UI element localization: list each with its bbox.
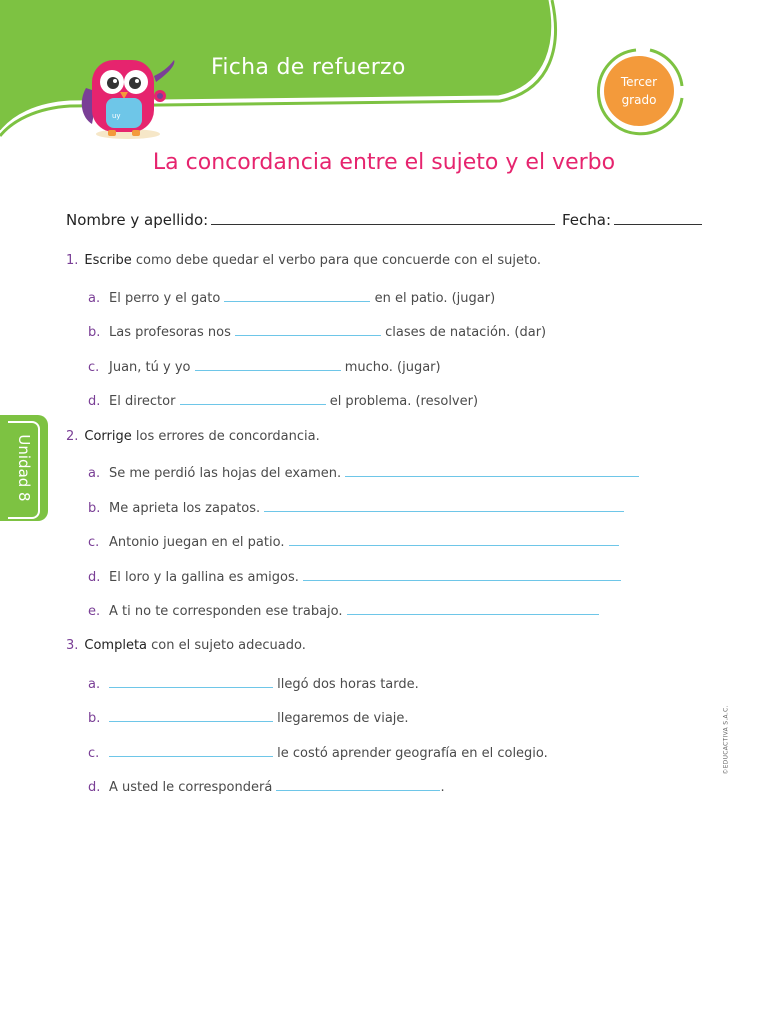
unit-label: Unidad 8 [15,434,33,502]
item-text-before: Se me perdió las hojas del examen. [109,466,346,481]
answer-blank[interactable] [180,392,326,405]
question-number: 2. [66,429,79,444]
item-text-before: El perro y el gato [109,291,225,306]
item-text-before: Juan, tú y yo [109,360,195,375]
item-letter: c. [88,535,100,550]
answer-blank[interactable] [289,533,619,546]
answer-blank[interactable] [109,744,273,757]
question-verb: Escribe [84,253,132,268]
item-text-after: el problema. (resolver) [325,394,479,409]
list-item [88,602,599,619]
item-text-before: Me aprieta los zapatos. [109,501,265,516]
question-text: los errores de concordancia. [131,429,320,444]
item-text-after: en el patio. (jugar) [370,291,496,306]
answer-blank[interactable] [224,289,370,302]
item-text-before: El director [109,394,180,409]
answer-blank[interactable] [264,499,624,512]
item-text-after: mucho. (jugar) [340,360,441,375]
list-item [88,568,621,585]
item-letter: d. [88,570,101,585]
item-text-after: llegaremos de viaje. [273,711,409,726]
list-item [88,675,419,692]
question-verb: Corrige [84,429,132,444]
list-item [88,323,546,340]
page-title: La concordancia entre el sujeto y el verbo [152,150,616,175]
answer-blank[interactable] [303,568,621,581]
grade-line-1: Tercer [620,75,658,89]
copyright-text: ©EDUCACTIVA S.A.C. [722,705,730,775]
item-text-after: llegó dos horas tarde. [273,677,419,692]
item-text-before: Las profesoras nos [109,325,235,340]
question-text: con el sujeto adecuado. [147,638,306,653]
item-letter: a. [88,291,101,306]
name-label: Nombre y apellido: [66,211,209,229]
item-text-before: El loro y la gallina es amigos. [109,570,303,585]
answer-blank[interactable] [195,358,341,371]
item-letter: d. [88,394,101,409]
name-field[interactable] [66,208,555,229]
list-item [88,464,639,481]
item-letter: b. [88,711,101,726]
item-letter: e. [88,604,101,619]
list-item [88,744,548,761]
item-text-after: clases de natación. (dar) [381,325,547,340]
question-number: 3. [66,638,79,653]
answer-blank[interactable] [109,709,273,722]
answer-blank[interactable] [235,323,381,336]
list-item [88,709,409,726]
item-letter: a. [88,677,101,692]
question-verb: Completa [84,638,148,653]
list-item [88,289,495,306]
item-letter: d. [88,780,101,795]
list-item [88,533,619,550]
item-text-before: A ti no te corresponden ese trabajo. [109,604,347,619]
question-number: 1. [66,253,79,268]
item-letter: c. [88,360,100,375]
question-3 [66,638,306,653]
item-text-before: Antonio juegan en el patio. [109,535,289,550]
list-item [88,358,441,375]
svg-text:uy: uy [112,112,121,120]
grade-line-2: grado [621,93,657,107]
list-item [88,392,478,409]
header-title: Ficha de refuerzo [211,55,406,80]
list-item [88,499,624,516]
answer-blank[interactable] [276,778,440,791]
item-letter: c. [88,746,100,761]
item-text-after: le costó aprender geografía en el colegio. [273,746,548,761]
question-1 [66,253,541,268]
question-2 [66,429,320,444]
date-field[interactable] [562,208,702,229]
answer-blank[interactable] [109,675,273,688]
answer-blank[interactable] [347,602,599,615]
date-label: Fecha: [562,211,612,229]
list-item [88,778,445,795]
item-letter: b. [88,501,101,516]
date-blank[interactable] [614,208,702,225]
question-text: como debe quedar el verbo para que concuerde con el sujeto. [131,253,541,268]
name-blank[interactable] [211,208,555,225]
item-text-before: A usted le corresponderá [109,780,277,795]
item-letter: b. [88,325,101,340]
grade-badge [604,56,674,126]
answer-blank[interactable] [345,464,639,477]
owl-mascot-icon [78,52,182,140]
item-text-after: . [440,780,445,795]
item-letter: a. [88,466,101,481]
